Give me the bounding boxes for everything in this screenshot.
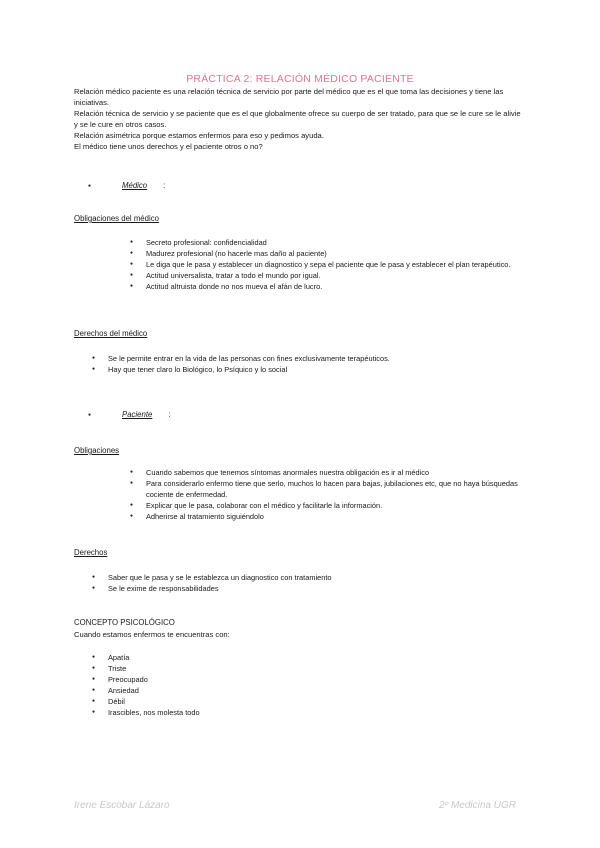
intro-line: Relación asimétrica porque estamos enfermos para eso y pedimos ayuda. bbox=[74, 131, 324, 140]
list-item: ● Ansiedad bbox=[92, 685, 392, 696]
obligaciones-medico-heading: Obligaciones del médico bbox=[74, 214, 159, 223]
concepto-list bbox=[92, 652, 392, 718]
footer-course: 2º Medicina UGR bbox=[438, 800, 516, 811]
derechos-paciente-heading: Derechos bbox=[74, 548, 108, 557]
page-title: PRÁCTICA 2: RELACIÓN MÉDICO PACIENTE bbox=[186, 73, 414, 85]
list-item: ● Hay que tener claro lo Biológico, lo Psíquico y lo social bbox=[92, 364, 522, 375]
intro-line: Relación técnica de servicio y se paciente que es el que globalmente ofrece su cuerpo de ser tratado, para que se le cure se le alivie y se le cure en otros casos. bbox=[74, 109, 521, 129]
concepto-subtitle: Cuando estamos enfermos te encuentras con: bbox=[74, 630, 230, 639]
intro-line: Relación médico paciente es una relación técnica de servicio por parte del médico que es el que toma las decisiones y tiene las iniciativas. bbox=[74, 87, 504, 107]
list-item: ● Secreto profesional: confidencialidad bbox=[130, 237, 520, 248]
list-item: ● Actitud altruista donde no nos mueva el afán de lucro. bbox=[130, 281, 520, 292]
medico-heading bbox=[90, 181, 165, 190]
list-item: ● Actitud universalista, tratar a todo el mundo por igual. bbox=[130, 270, 520, 281]
list-item: ● Para considerarlo enfermo tiene que serlo, muchos lo hacen para bajas, jubilaciones etc, que no haya búsquedas cociente de enfermedad. bbox=[130, 478, 520, 500]
paciente-heading bbox=[90, 410, 171, 419]
list-item: ● Preocupado bbox=[92, 674, 392, 685]
paciente-heading-colon: : bbox=[168, 410, 171, 419]
list-item: ● Triste bbox=[92, 663, 392, 674]
derechos-medico-list bbox=[92, 353, 522, 375]
obligaciones-paciente-heading: Obligaciones bbox=[74, 446, 120, 455]
derechos-medico-heading: Derechos del médico bbox=[74, 329, 148, 338]
derechos-paciente-list bbox=[92, 572, 522, 594]
list-item: ● Débil bbox=[92, 696, 392, 707]
medico-heading-colon: : bbox=[163, 181, 166, 190]
obligaciones-medico-list bbox=[130, 237, 520, 292]
obligaciones-paciente-list bbox=[130, 467, 520, 522]
intro-paragraphs bbox=[74, 86, 524, 152]
list-item: ● Se le permite entrar en la vida de las personas con fines exclusivamente terapéuticos. bbox=[92, 353, 522, 364]
list-item: ● Apatía bbox=[92, 652, 392, 663]
list-item: ● Saber que le pasa y se le establezca un diagnostico con tratamiento bbox=[92, 572, 522, 583]
list-item: ● Explicar que le pasa, colaborar con el médico y facilitarle la información. bbox=[130, 500, 520, 511]
list-item: ● Madurez profesional (no hacerle mas daño al paciente) bbox=[130, 248, 520, 259]
list-item: ● Adherirse al tratamiento siguiéndolo bbox=[130, 511, 520, 522]
concepto-heading: CONCEPTO PSICOLÓGICO bbox=[74, 618, 175, 627]
list-item: ● Se le exime de responsabilidades bbox=[92, 583, 522, 594]
paciente-heading-text: Paciente bbox=[122, 410, 153, 419]
list-item: ● Irascibles, nos molesta todo bbox=[92, 707, 392, 718]
list-item: ● Le diga que le pasa y establecer un diagnostico y sepa el paciente que le pasa y establecer el plan terapéutico. bbox=[130, 259, 520, 270]
footer-author: Irene Escobar Lázaro bbox=[74, 800, 170, 811]
list-item: ● Cuando sabemos que tenemos síntomas anormales nuestra obligación es ir al médico bbox=[130, 467, 520, 478]
medico-heading-text: Médico bbox=[122, 181, 148, 190]
intro-line: El médico tiene unos derechos y el paciente otros o no? bbox=[74, 142, 263, 151]
